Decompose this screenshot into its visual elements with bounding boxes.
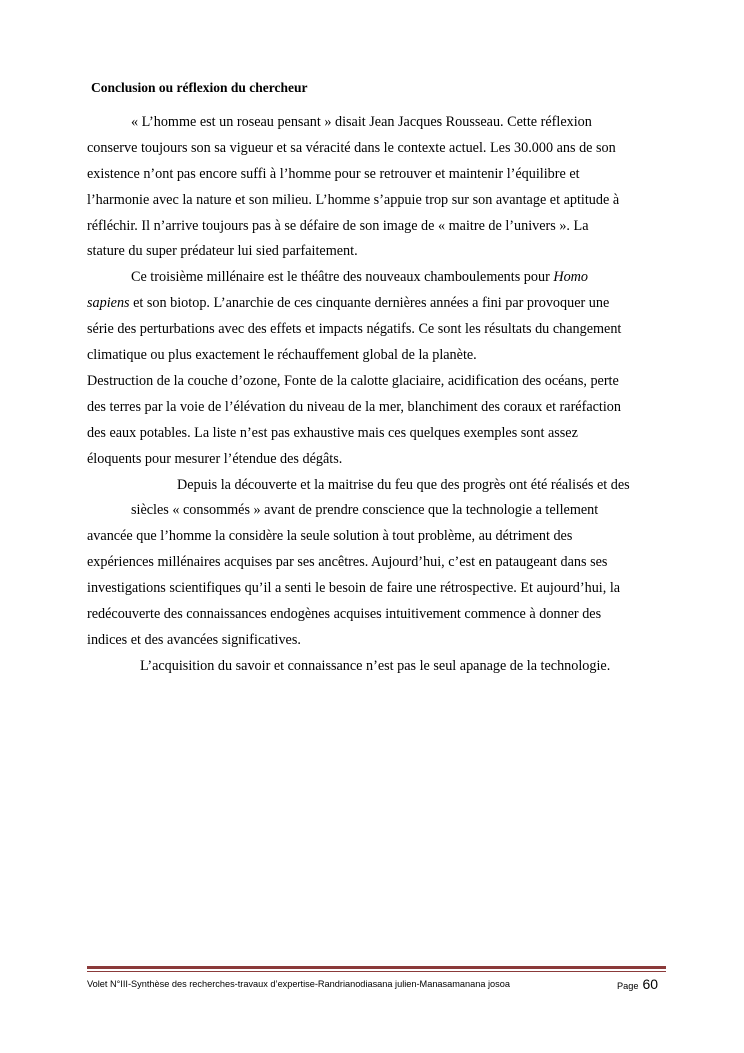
text-line: indices et des avancées significatives.	[87, 632, 301, 648]
text-line: existence n’ont pas encore suffi à l’homme pour se retrouver et maintenir l’équilibre et	[87, 166, 580, 182]
page-indicator	[617, 976, 658, 994]
section-heading: Conclusion ou réflexion du chercheur	[91, 80, 308, 95]
text-line: conserve toujours son sa vigueur et sa véracité dans le contexte actuel. Les 30.000 ans de son	[87, 140, 616, 156]
page-label: Page	[617, 981, 639, 991]
text-line: stature du super prédateur lui sied parfaitement.	[87, 243, 358, 259]
text-line: des eaux potables. La liste n’est pas exhaustive mais ces quelques exemples sont assez	[87, 425, 578, 441]
italic-term: Homo	[553, 269, 589, 285]
text-line: des terres par la voie de l’élévation du niveau de la mer, blanchiment des coraux et raréfaction	[87, 399, 621, 415]
text-line: climatique ou plus exactement le réchauffement global de la planète.	[87, 347, 477, 363]
text-line	[131, 268, 588, 286]
text-line	[87, 294, 609, 312]
text-line: L’acquisition du savoir et connaissance n’est pas le seul apanage de la technologie.	[140, 658, 611, 674]
text-line: expériences millénaires acquises par ses ancêtres. Aujourd’hui, c’est en pataugeant dans ses	[87, 554, 608, 570]
text-line: « L’homme est un roseau pensant » disait Jean Jacques Rousseau. Cette réflexion	[131, 114, 592, 130]
italic-term: sapiens	[87, 295, 130, 311]
text-line: redécouverte des connaissances endogènes acquises intuitivement commence à donner des	[87, 606, 602, 622]
text-line: Depuis la découverte et la maitrise du feu que des progrès ont été réalisés et des	[177, 477, 630, 493]
text-line: réfléchir. Il n’arrive toujours pas à se défaire de son image de « maitre de l’univers ». La	[87, 218, 589, 234]
text-line: l’harmonie avec la nature et son milieu. L’homme s’appuie trop sur son avantage et aptitude à	[87, 192, 620, 208]
text-line: éloquents pour mesurer l’étendue des dégâts.	[87, 451, 343, 467]
text-line: Destruction de la couche d’ozone, Fonte de la calotte glaciaire, acidification des océans, perte	[87, 373, 619, 389]
text-line: série des perturbations avec des effets et impacts négatifs. Ce sont les résultats du changement	[87, 321, 622, 337]
footer-divider-thin	[87, 971, 666, 972]
footer-caption: Volet N°III-Synthèse des recherches-travaux d’expertise-Randrianodiasana julien-Manasamanana josoa	[87, 979, 510, 989]
text-line: avancée que l’homme la considère la seule solution à tout problème, au détriment des	[87, 528, 573, 544]
page-number: 60	[642, 976, 659, 992]
text-segment: et son biotop. L’anarchie de ces cinquante dernières années a fini par provoquer une	[129, 295, 610, 311]
text-segment: Ce troisième millénaire est le théâtre des nouveaux chamboulements pour	[131, 269, 554, 285]
text-line: siècles « consommés » avant de prendre conscience que la technologie a tellement	[131, 502, 599, 518]
footer-divider	[87, 966, 666, 969]
text-line: investigations scientifiques qu’il a senti le besoin de faire une rétrospective. Et aujourd’hui, la	[87, 580, 621, 596]
